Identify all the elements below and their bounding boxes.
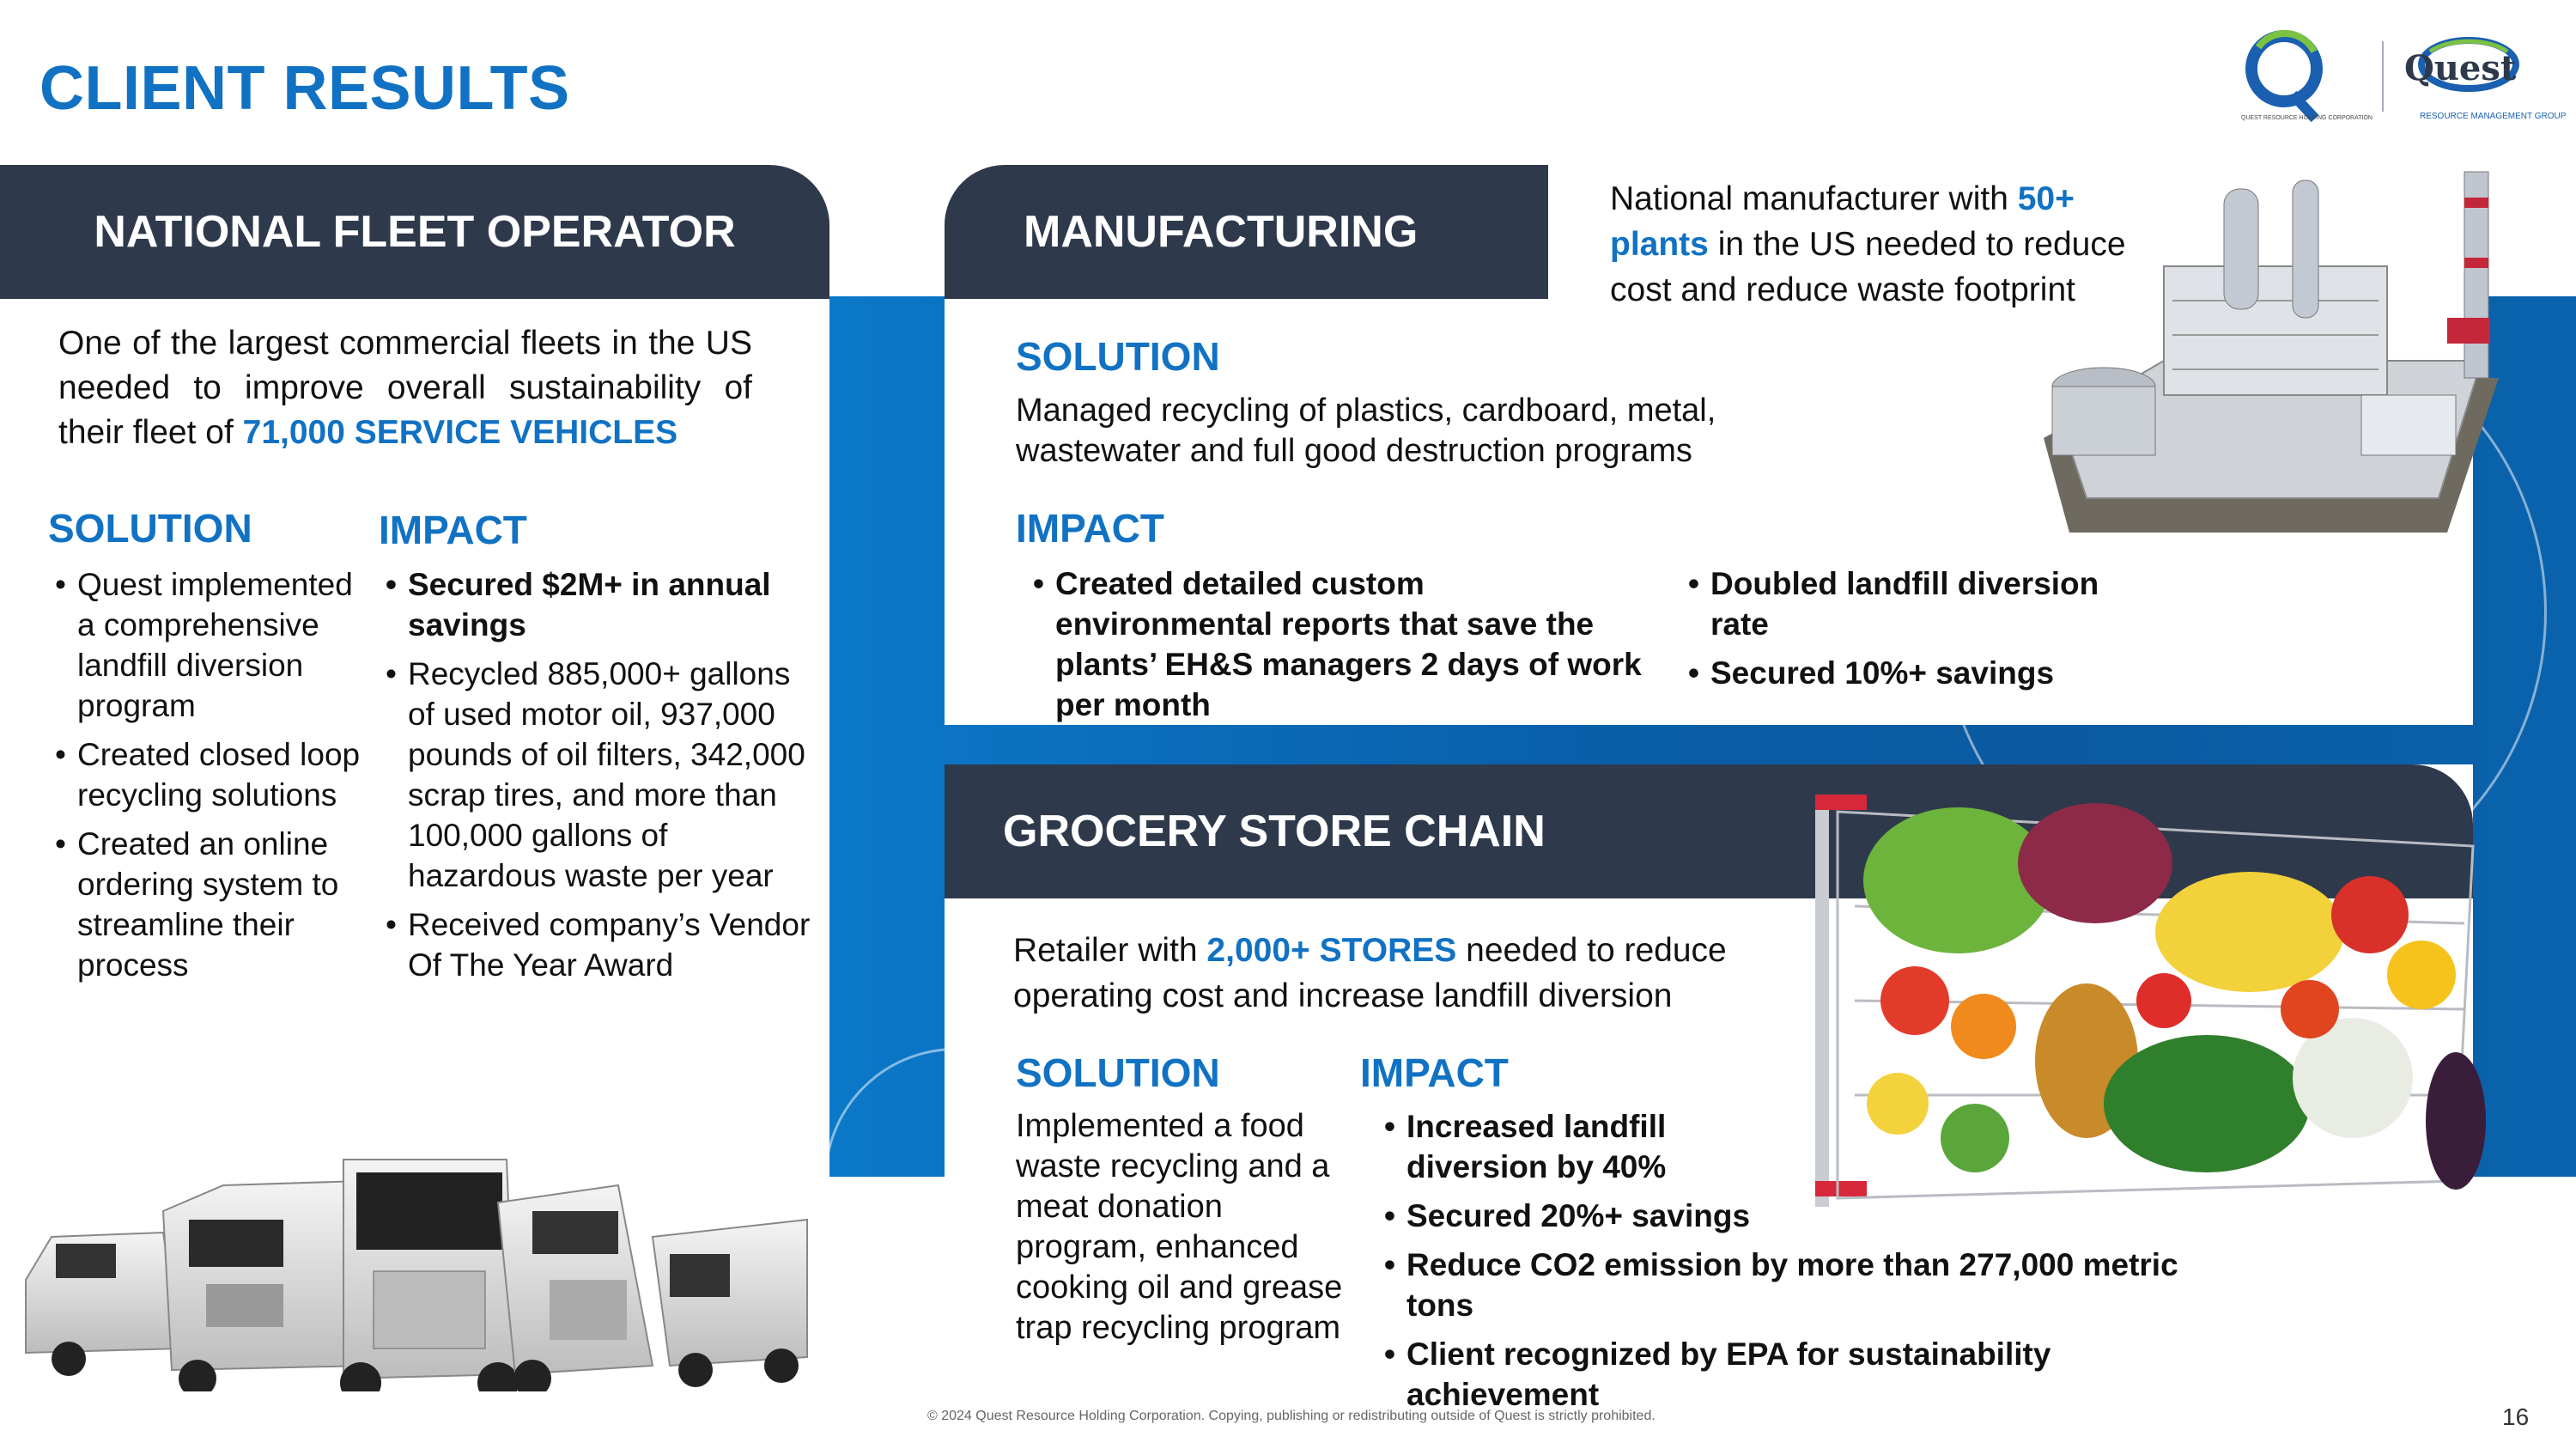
grocery-impact-label: IMPACT <box>1360 1050 1509 1095</box>
list-item: • Created an online ordering system to streamline their process <box>52 824 369 985</box>
manufacturing-intro-highlight: 50+ plants <box>1610 180 2075 263</box>
manufacturing-solution-label: SOLUTION <box>1016 334 1220 379</box>
trucks-illustration <box>17 1134 816 1391</box>
manufacturing-impact-label: IMPACT <box>1016 506 1164 551</box>
fleet-impact-list <box>382 564 820 994</box>
manufacturing-intro-text: National manufacturer with <box>1610 180 2018 217</box>
grocery-cart-image <box>1803 777 2499 1224</box>
list-item: • Secured $2M+ in annual savings <box>382 564 820 645</box>
list-item: • Quest implemented a comprehensive landfill diversion program <box>52 564 369 726</box>
list-item: • Increased landfill diversion by 40% <box>1381 1106 1690 1187</box>
grocery-intro <box>1013 928 1786 1019</box>
manufacturing-impact-list-right <box>1685 563 2166 702</box>
grocery-header-label: GROCERY STORE CHAIN <box>1003 807 1546 856</box>
fleet-solution-list <box>52 564 369 994</box>
list-item: • Secured 20%+ savings <box>1381 1196 2239 1236</box>
grocery-intro-highlight: 2,000+ STORES <box>1206 932 1457 969</box>
list-item: • Created detailed custom environmental reports that save the plants’ EH&S managers 2 days of work per month <box>1030 563 1648 725</box>
list-item: • Reduce CO2 emission by more than 277,000 metric tons <box>1381 1245 2239 1325</box>
fleet-impact-label: IMPACT <box>379 508 527 552</box>
quest-logo <box>2233 26 2567 129</box>
grocery-solution-label: SOLUTION <box>1016 1050 1220 1095</box>
factory-illustration <box>2035 163 2516 558</box>
page-number: 16 <box>2502 1403 2530 1430</box>
manufacturing-intro-text-post: in the US needed to reduce cost and reduce waste footprint <box>1610 226 2126 308</box>
list-item: • Recycled 885,000+ gallons of used motor oil, 937,000 pounds of oil filters, 342,000 scrap tires, and more than 100,000 gallons of hazardous waste per year <box>382 654 820 896</box>
list-item: • Client recognized by EPA for sustainability achievement <box>1381 1334 2239 1415</box>
produce-cart-illustration <box>1803 777 2499 1224</box>
fleet-intro-highlight: 71,000 SERVICE VEHICLES <box>242 414 678 451</box>
list-item: • Secured 10%+ savings <box>1685 653 2166 693</box>
manufacturing-header <box>945 165 1548 299</box>
fleet-solution-label: SOLUTION <box>48 506 252 551</box>
grocery-intro-text-post: needed to reduce operating cost and increase landfill diversion <box>1013 932 1727 1014</box>
fleet-intro-text: One of the largest commercial fleets in the US needed to improve overall sustainability of their fleet of <box>58 325 752 451</box>
manufacturing-impact-list-left <box>1030 563 1648 734</box>
manufacturing-header-label: MANUFACTURING <box>1024 207 1419 257</box>
grocery-intro-text: Retailer with <box>1013 932 1207 969</box>
list-item: • Created closed loop recycling solutions <box>52 734 369 815</box>
fleet-intro <box>58 321 752 455</box>
logo-tagline-right: RESOURCE MANAGEMENT GROUP <box>2420 112 2567 121</box>
manufacturing-solution-text: Managed recycling of plastics, cardboard, metal, wastewater and full good destruction programs <box>1016 393 1716 469</box>
trucks-image <box>17 1134 816 1391</box>
factory-image <box>2035 163 2516 558</box>
list-item: • Doubled landfill diversion rate <box>1685 563 2166 644</box>
page-title: CLIENT RESULTS <box>39 54 570 123</box>
fleet-header-label: NATIONAL FLEET OPERATOR <box>94 207 736 257</box>
logo-text: Quest <box>2404 48 2517 88</box>
copyright-footer: © 2024 Quest Resource Holding Corporation. Copying, publishing or redistributing outside of Quest is strictly prohibited. <box>927 1409 1656 1423</box>
grocery-solution-text: Implemented a food waste recycling and a meat donation program, enhanced cooking oil and grease trap recycling program <box>1016 1108 1343 1346</box>
fleet-header <box>0 165 829 299</box>
list-item: • Received company’s Vendor Of The Year Award <box>382 904 820 985</box>
logo-tagline-left: QUEST RESOURCE HOLDING CORPORATION <box>2241 115 2372 121</box>
